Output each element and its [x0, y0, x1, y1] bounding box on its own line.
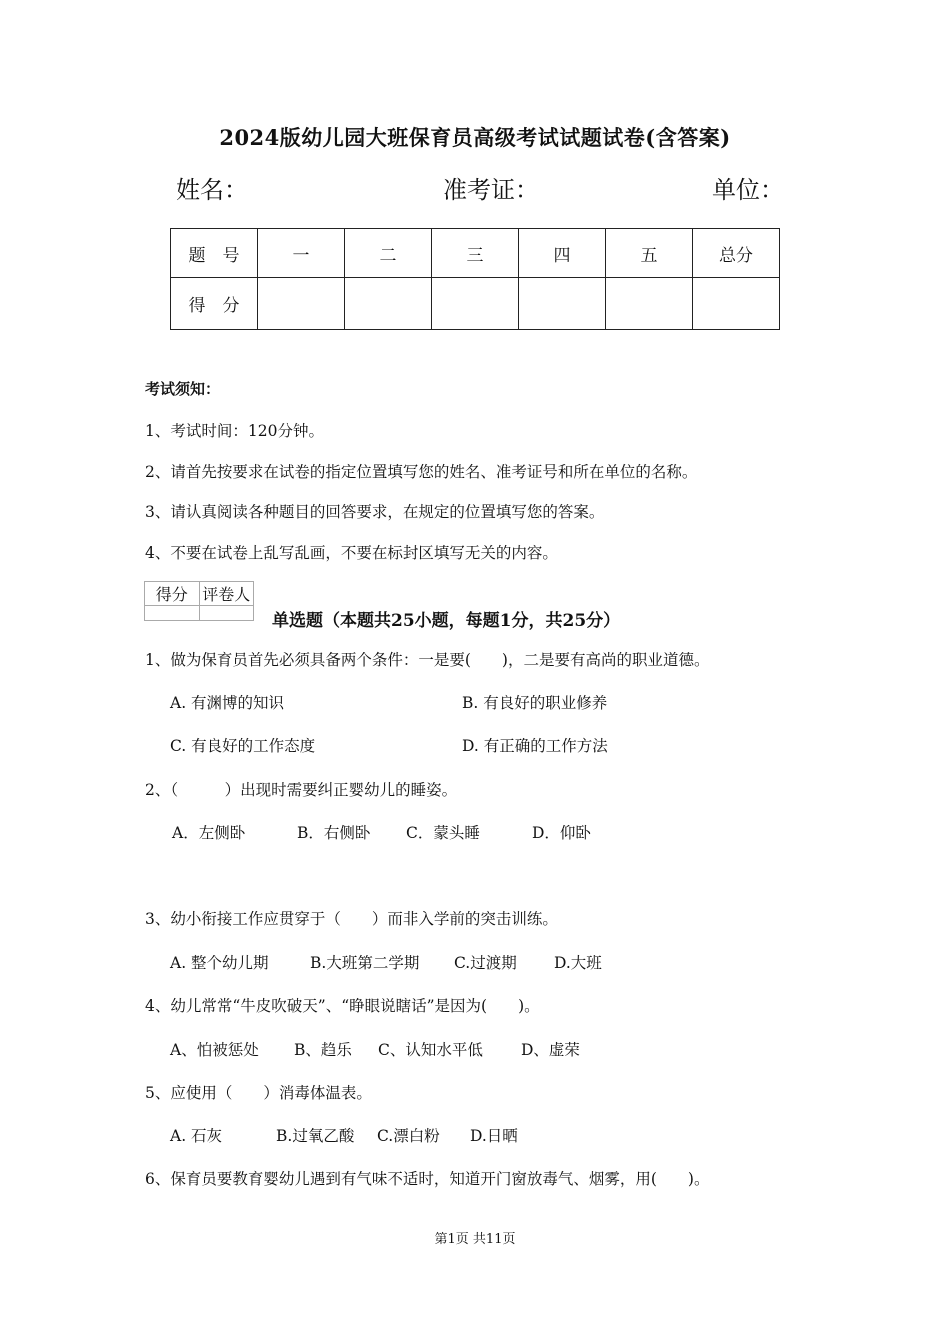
question-option[interactable]: D. 有正确的工作方法 [462, 737, 608, 755]
question-stem: 2、（ ）出现时需要纠正婴幼儿的睡姿。 [145, 781, 458, 799]
grader-box [144, 581, 254, 621]
question-option[interactable]: B.大班第二学期 [310, 954, 420, 972]
unit-field-label: 单位： [712, 176, 784, 204]
question-stem: 5、应使用（ ）消毒体温表。 [145, 1084, 372, 1102]
question-option[interactable]: B. 有良好的职业修养 [462, 694, 608, 712]
score-table-header-cell: 二 [345, 229, 432, 278]
score-table-header-cell: 一 [258, 229, 345, 278]
grader-box-grader-label: 评卷人 [199, 582, 254, 606]
score-entry-cell[interactable] [693, 278, 780, 330]
score-entry-cell[interactable] [519, 278, 606, 330]
page-footer: 第1页 共11页 [434, 1232, 516, 1247]
score-entry-cell[interactable] [432, 278, 519, 330]
question-option[interactable]: C.漂白粉 [377, 1127, 440, 1145]
score-row-label: 得 分 [171, 278, 258, 330]
score-entry-cell[interactable] [345, 278, 432, 330]
exam-number-field-label: 准考证： [443, 176, 539, 204]
score-entry-cell[interactable] [606, 278, 693, 330]
question-option[interactable]: A．左侧卧 [172, 824, 246, 842]
question-stem: 1、做为保育员首先必须具备两个条件：一是要( )，二是要有高尚的职业道德。 [145, 651, 710, 669]
score-table-header-cell: 五 [606, 229, 693, 278]
name-field-label: 姓名： [176, 176, 248, 204]
question-stem: 4、幼儿常常“牛皮吹破天”、“睁眼说瞎话”是因为( )。 [145, 997, 540, 1015]
question-stem: 3、幼小衔接工作应贯穿于（ ）而非入学前的突击训练。 [145, 910, 558, 928]
notice-item: 3、请认真阅读各种题目的回答要求，在规定的位置填写您的答案。 [145, 503, 605, 521]
section-title: 单选题（本题共25小题，每题1分，共25分） [272, 611, 621, 631]
question-stem: 6、保育员要教育婴幼儿遇到有气味不适时，知道开门窗放毒气、烟雾，用( )。 [145, 1170, 710, 1188]
question-option[interactable]: D、虚荣 [521, 1041, 580, 1059]
question-option[interactable]: A. 整个幼儿期 [170, 954, 269, 972]
notice-item: 4、不要在试卷上乱写乱画，不要在标封区填写无关的内容。 [145, 544, 558, 562]
score-table-header-cell: 三 [432, 229, 519, 278]
notice-title: 考试须知： [145, 380, 221, 398]
question-option[interactable]: B、趋乐 [294, 1041, 352, 1059]
notice-item: 2、请首先按要求在试卷的指定位置填写您的姓名、准考证号和所在单位的名称。 [145, 463, 698, 481]
question-option[interactable]: C. 有良好的工作态度 [170, 737, 316, 755]
question-option[interactable]: C、认知水平低 [378, 1041, 483, 1059]
question-option[interactable]: D．仰卧 [532, 824, 591, 842]
grader-box-grader-cell[interactable] [199, 606, 254, 621]
score-table [170, 228, 780, 330]
question-option[interactable]: B.过氧乙酸 [276, 1127, 355, 1145]
grader-box-score-label: 得分 [145, 582, 200, 606]
question-option[interactable]: C.过渡期 [454, 954, 517, 972]
score-entry-cell[interactable] [258, 278, 345, 330]
score-table-header-cell: 四 [519, 229, 606, 278]
question-option[interactable]: A. 石灰 [170, 1127, 223, 1145]
candidate-info-row [0, 170, 950, 206]
score-table-score-row [171, 278, 780, 330]
question-option[interactable]: C．蒙头睡 [406, 824, 480, 842]
notice-item: 1、考试时间：120分钟。 [145, 422, 324, 440]
document-title: 2024版幼儿园大班保育员高级考试试题试卷(含答案) [219, 125, 731, 150]
question-option[interactable]: D.日晒 [470, 1127, 518, 1145]
question-option[interactable]: D.大班 [554, 954, 602, 972]
grader-box-score-cell[interactable] [145, 606, 200, 621]
score-table-header-cell: 总分 [693, 229, 780, 278]
question-option[interactable]: B．右侧卧 [297, 824, 371, 842]
score-table-header-cell: 题 号 [171, 229, 258, 278]
score-table-header-row [171, 229, 780, 278]
question-option[interactable]: A、怕被惩处 [170, 1041, 259, 1059]
question-option[interactable]: A. 有渊博的知识 [170, 694, 285, 712]
